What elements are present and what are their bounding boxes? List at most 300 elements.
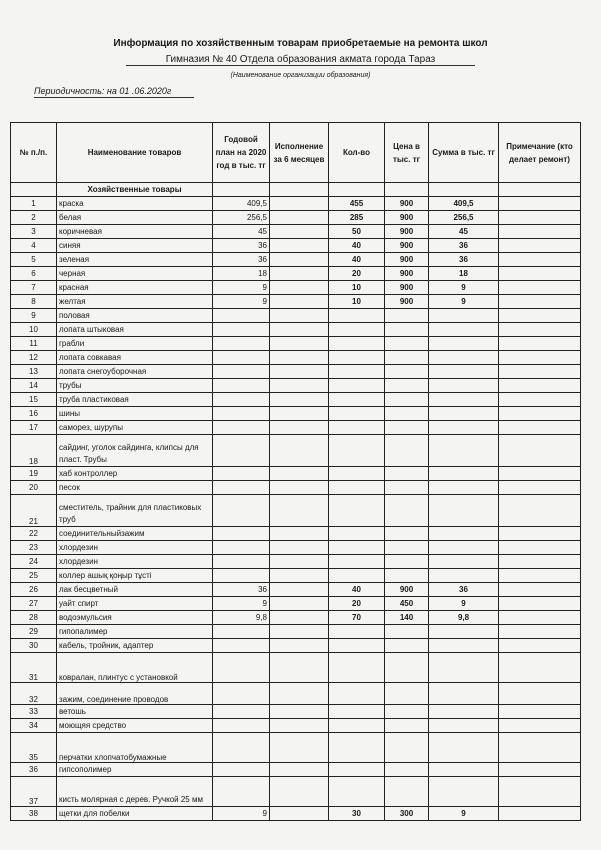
row-price: 140 <box>385 611 429 625</box>
row-exec <box>270 763 329 777</box>
row-exec <box>270 309 329 323</box>
row-sum: 9 <box>429 807 499 821</box>
row-note <box>499 705 581 719</box>
row-qty <box>329 719 385 733</box>
row-name: уайт спирт <box>57 597 213 611</box>
row-note <box>499 211 581 225</box>
row-number: 23 <box>11 541 57 555</box>
row-qty: 70 <box>329 611 385 625</box>
row-qty: 40 <box>329 253 385 267</box>
row-sum <box>429 393 499 407</box>
row-sum <box>429 481 499 495</box>
row-price <box>385 639 429 653</box>
row-price <box>385 379 429 393</box>
row-number: 19 <box>11 467 57 481</box>
col-header-name: Наименование товаров <box>57 123 213 183</box>
row-qty <box>329 323 385 337</box>
row-exec <box>270 337 329 351</box>
row-exec <box>270 407 329 421</box>
row-name: грабли <box>57 337 213 351</box>
row-plan: 18 <box>213 267 270 281</box>
row-plan <box>213 379 270 393</box>
row-price <box>385 569 429 583</box>
row-name: лак бесцветный <box>57 583 213 597</box>
row-number: 24 <box>11 555 57 569</box>
row-number: 38 <box>11 807 57 821</box>
table-row <box>11 421 581 435</box>
row-note <box>499 351 581 365</box>
table-row <box>11 211 581 225</box>
row-name: гипсополимер <box>57 763 213 777</box>
row-name: хаб контроллер <box>57 467 213 481</box>
row-sum <box>429 467 499 481</box>
row-name: половая <box>57 309 213 323</box>
row-exec <box>270 639 329 653</box>
row-plan <box>213 541 270 555</box>
row-plan <box>213 435 270 467</box>
row-name: кабель, тройник, адаптер <box>57 639 213 653</box>
row-sum <box>429 705 499 719</box>
row-qty: 455 <box>329 197 385 211</box>
row-price <box>385 555 429 569</box>
row-sum: 409,5 <box>429 197 499 211</box>
row-number: 6 <box>11 267 57 281</box>
row-price <box>385 309 429 323</box>
row-exec <box>270 365 329 379</box>
row-note <box>499 555 581 569</box>
row-price: 900 <box>385 197 429 211</box>
row-exec <box>270 807 329 821</box>
row-price: 900 <box>385 281 429 295</box>
row-price <box>385 495 429 527</box>
row-sum <box>429 541 499 555</box>
row-exec <box>270 625 329 639</box>
col-header-qty: Кол-во <box>329 123 385 183</box>
row-qty <box>329 625 385 639</box>
row-qty <box>329 777 385 807</box>
row-qty <box>329 309 385 323</box>
row-price <box>385 393 429 407</box>
row-note <box>499 267 581 281</box>
row-plan <box>213 639 270 653</box>
table-row <box>11 281 581 295</box>
table-row <box>11 777 581 807</box>
row-plan: 36 <box>213 239 270 253</box>
row-price <box>385 541 429 555</box>
row-price: 450 <box>385 597 429 611</box>
row-sum <box>429 337 499 351</box>
table-row <box>11 253 581 267</box>
row-qty: 40 <box>329 239 385 253</box>
row-qty <box>329 481 385 495</box>
row-name: хлордезин <box>57 541 213 555</box>
table-row <box>11 569 581 583</box>
row-qty <box>329 337 385 351</box>
row-note <box>499 481 581 495</box>
row-plan <box>213 495 270 527</box>
table-row <box>11 435 581 467</box>
row-number: 2 <box>11 211 57 225</box>
table-row <box>11 555 581 569</box>
row-price: 900 <box>385 253 429 267</box>
row-number: 36 <box>11 763 57 777</box>
row-number: 5 <box>11 253 57 267</box>
row-sum <box>429 733 499 763</box>
row-exec <box>270 495 329 527</box>
row-plan <box>213 653 270 683</box>
row-plan <box>213 365 270 379</box>
table-row <box>11 541 581 555</box>
table-row <box>11 583 581 597</box>
row-exec <box>270 653 329 683</box>
row-sum <box>429 763 499 777</box>
row-qty <box>329 683 385 705</box>
row-sum <box>429 653 499 683</box>
row-name: черная <box>57 267 213 281</box>
table-row <box>11 639 581 653</box>
row-number: 28 <box>11 611 57 625</box>
row-note <box>499 239 581 253</box>
row-name: кисть молярная с дерев. Ручкой 25 мм <box>57 777 213 807</box>
row-price: 900 <box>385 225 429 239</box>
col-header-number: № п./п. <box>11 123 57 183</box>
row-exec <box>270 719 329 733</box>
row-price: 900 <box>385 211 429 225</box>
table-row <box>11 351 581 365</box>
row-name: водоэмульсия <box>57 611 213 625</box>
organization-name: Гимназия № 40 Отдела образования акмата города Тараз <box>126 54 476 66</box>
row-sum <box>429 527 499 541</box>
table-row <box>11 393 581 407</box>
row-sum <box>429 351 499 365</box>
row-note <box>499 763 581 777</box>
section-title: Хозяйственные товары <box>57 183 213 197</box>
col-header-plan: Годовой план на 2020 год в тыс. тг <box>213 123 270 183</box>
row-qty: 50 <box>329 225 385 239</box>
row-note <box>499 653 581 683</box>
row-price <box>385 323 429 337</box>
row-qty <box>329 351 385 365</box>
row-sum <box>429 683 499 705</box>
row-exec <box>270 267 329 281</box>
row-exec <box>270 239 329 253</box>
row-price <box>385 337 429 351</box>
row-note <box>499 379 581 393</box>
row-qty <box>329 379 385 393</box>
row-price: 900 <box>385 295 429 309</box>
row-price <box>385 435 429 467</box>
row-note <box>499 309 581 323</box>
row-note <box>499 597 581 611</box>
row-qty <box>329 639 385 653</box>
row-number: 37 <box>11 777 57 807</box>
row-sum <box>429 625 499 639</box>
row-name: сайдинг, уголок сайдинга, клипсы для пласт. Трубы <box>57 435 213 467</box>
row-number: 9 <box>11 309 57 323</box>
row-number: 35 <box>11 733 57 763</box>
row-number: 26 <box>11 583 57 597</box>
row-name: ветошь <box>57 705 213 719</box>
row-sum <box>429 379 499 393</box>
row-name: лопата совкавая <box>57 351 213 365</box>
row-number: 20 <box>11 481 57 495</box>
row-exec <box>270 733 329 763</box>
row-note <box>499 807 581 821</box>
row-plan <box>213 569 270 583</box>
row-number: 27 <box>11 597 57 611</box>
row-plan: 9,8 <box>213 611 270 625</box>
row-exec <box>270 435 329 467</box>
row-exec <box>270 597 329 611</box>
table-row <box>11 683 581 705</box>
row-plan <box>213 309 270 323</box>
row-price <box>385 421 429 435</box>
row-exec <box>270 777 329 807</box>
row-sum: 36 <box>429 239 499 253</box>
row-name: лопата штыковая <box>57 323 213 337</box>
row-price <box>385 481 429 495</box>
row-qty <box>329 527 385 541</box>
row-exec <box>270 281 329 295</box>
col-header-note: Примечание (кто делает ремонт) <box>499 123 581 183</box>
row-note <box>499 295 581 309</box>
row-plan <box>213 467 270 481</box>
row-name: желтая <box>57 295 213 309</box>
row-number: 12 <box>11 351 57 365</box>
row-plan <box>213 323 270 337</box>
row-number: 33 <box>11 705 57 719</box>
row-exec <box>270 393 329 407</box>
row-sum <box>429 777 499 807</box>
table-row <box>11 323 581 337</box>
row-plan <box>213 351 270 365</box>
table-row <box>11 379 581 393</box>
organization-caption: (Наименование организации образования) <box>230 72 371 79</box>
table-row <box>11 407 581 421</box>
row-note <box>499 337 581 351</box>
row-qty <box>329 467 385 481</box>
row-exec <box>270 211 329 225</box>
row-note <box>499 407 581 421</box>
row-number: 29 <box>11 625 57 639</box>
row-price <box>385 407 429 421</box>
row-number: 10 <box>11 323 57 337</box>
row-plan <box>213 337 270 351</box>
row-name: коллер ашық қоңыр тұсті <box>57 569 213 583</box>
row-plan <box>213 733 270 763</box>
table-row <box>11 495 581 527</box>
row-qty <box>329 435 385 467</box>
row-number: 31 <box>11 653 57 683</box>
periodicity: Периодичность: на 01 .06.2020г <box>34 86 194 98</box>
row-number: 18 <box>11 435 57 467</box>
row-plan: 36 <box>213 583 270 597</box>
row-note <box>499 527 581 541</box>
row-number: 30 <box>11 639 57 653</box>
row-note <box>499 393 581 407</box>
row-sum: 45 <box>429 225 499 239</box>
table-row <box>11 337 581 351</box>
table-row <box>11 625 581 639</box>
table-row <box>11 239 581 253</box>
row-plan: 9 <box>213 807 270 821</box>
row-number: 3 <box>11 225 57 239</box>
row-name: соединительныйзажим <box>57 527 213 541</box>
col-header-sum: Сумма в тыс. тг <box>429 123 499 183</box>
row-plan <box>213 777 270 807</box>
row-plan <box>213 527 270 541</box>
row-exec <box>270 225 329 239</box>
row-price <box>385 719 429 733</box>
row-note <box>499 225 581 239</box>
row-price <box>385 351 429 365</box>
row-name: краска <box>57 197 213 211</box>
row-name: хлордезин <box>57 555 213 569</box>
table-row <box>11 481 581 495</box>
row-note <box>499 541 581 555</box>
row-exec <box>270 351 329 365</box>
row-sum <box>429 719 499 733</box>
row-sum <box>429 495 499 527</box>
row-exec <box>270 555 329 569</box>
row-plan <box>213 625 270 639</box>
goods-table <box>10 122 581 821</box>
row-note <box>499 733 581 763</box>
table-row <box>11 733 581 763</box>
row-exec <box>270 583 329 597</box>
row-qty <box>329 555 385 569</box>
row-number: 34 <box>11 719 57 733</box>
row-number: 17 <box>11 421 57 435</box>
row-qty: 10 <box>329 295 385 309</box>
row-plan <box>213 555 270 569</box>
row-number: 21 <box>11 495 57 527</box>
table-row <box>11 267 581 281</box>
table-row <box>11 295 581 309</box>
row-price <box>385 467 429 481</box>
row-name: белая <box>57 211 213 225</box>
row-number: 4 <box>11 239 57 253</box>
row-name: красная <box>57 281 213 295</box>
row-qty: 40 <box>329 583 385 597</box>
row-note <box>499 625 581 639</box>
row-plan <box>213 683 270 705</box>
row-name: щетки для побелки <box>57 807 213 821</box>
table-row <box>11 467 581 481</box>
row-name: зажим, соединение проводов <box>57 683 213 705</box>
row-qty: 10 <box>329 281 385 295</box>
row-plan: 256,5 <box>213 211 270 225</box>
row-price <box>385 777 429 807</box>
row-sum <box>429 323 499 337</box>
organization-line <box>0 54 601 65</box>
row-name: гипопалимер <box>57 625 213 639</box>
row-note <box>499 421 581 435</box>
row-number: 1 <box>11 197 57 211</box>
row-exec <box>270 379 329 393</box>
row-sum <box>429 407 499 421</box>
row-number: 15 <box>11 393 57 407</box>
row-exec <box>270 421 329 435</box>
row-plan: 9 <box>213 281 270 295</box>
row-number: 22 <box>11 527 57 541</box>
table-row <box>11 653 581 683</box>
row-qty <box>329 495 385 527</box>
row-plan <box>213 421 270 435</box>
row-exec <box>270 323 329 337</box>
row-plan <box>213 393 270 407</box>
row-price <box>385 527 429 541</box>
row-sum: 18 <box>429 267 499 281</box>
row-plan: 9 <box>213 295 270 309</box>
row-plan: 45 <box>213 225 270 239</box>
row-note <box>499 323 581 337</box>
row-qty: 285 <box>329 211 385 225</box>
row-number: 8 <box>11 295 57 309</box>
row-qty <box>329 705 385 719</box>
row-price: 900 <box>385 583 429 597</box>
row-note <box>499 435 581 467</box>
row-name: песок <box>57 481 213 495</box>
row-price <box>385 653 429 683</box>
table-row <box>11 719 581 733</box>
table-header-row <box>11 123 581 183</box>
row-note <box>499 639 581 653</box>
row-number: 14 <box>11 379 57 393</box>
table-row <box>11 611 581 625</box>
table-row <box>11 597 581 611</box>
row-name: коричневая <box>57 225 213 239</box>
row-note <box>499 281 581 295</box>
row-qty <box>329 569 385 583</box>
row-sum: 256,5 <box>429 211 499 225</box>
row-name: моющяя средство <box>57 719 213 733</box>
row-sum: 9 <box>429 281 499 295</box>
row-plan: 409,5 <box>213 197 270 211</box>
row-number: 16 <box>11 407 57 421</box>
row-sum <box>429 555 499 569</box>
row-number: 25 <box>11 569 57 583</box>
row-name: трубы <box>57 379 213 393</box>
row-qty <box>329 653 385 683</box>
row-price <box>385 683 429 705</box>
row-sum <box>429 569 499 583</box>
section-row <box>11 183 581 197</box>
row-name: шины <box>57 407 213 421</box>
row-exec <box>270 569 329 583</box>
row-sum <box>429 365 499 379</box>
row-exec <box>270 705 329 719</box>
row-plan <box>213 481 270 495</box>
row-price: 300 <box>385 807 429 821</box>
row-exec <box>270 541 329 555</box>
row-note <box>499 365 581 379</box>
row-note <box>499 569 581 583</box>
row-qty <box>329 365 385 379</box>
row-note <box>499 495 581 527</box>
row-exec <box>270 611 329 625</box>
row-qty <box>329 407 385 421</box>
row-sum: 9,8 <box>429 611 499 625</box>
row-note <box>499 253 581 267</box>
row-price <box>385 625 429 639</box>
row-note <box>499 583 581 597</box>
row-sum: 36 <box>429 583 499 597</box>
row-number: 32 <box>11 683 57 705</box>
row-name: ковралан, плинтус с установкой <box>57 653 213 683</box>
table-row <box>11 763 581 777</box>
row-plan <box>213 719 270 733</box>
